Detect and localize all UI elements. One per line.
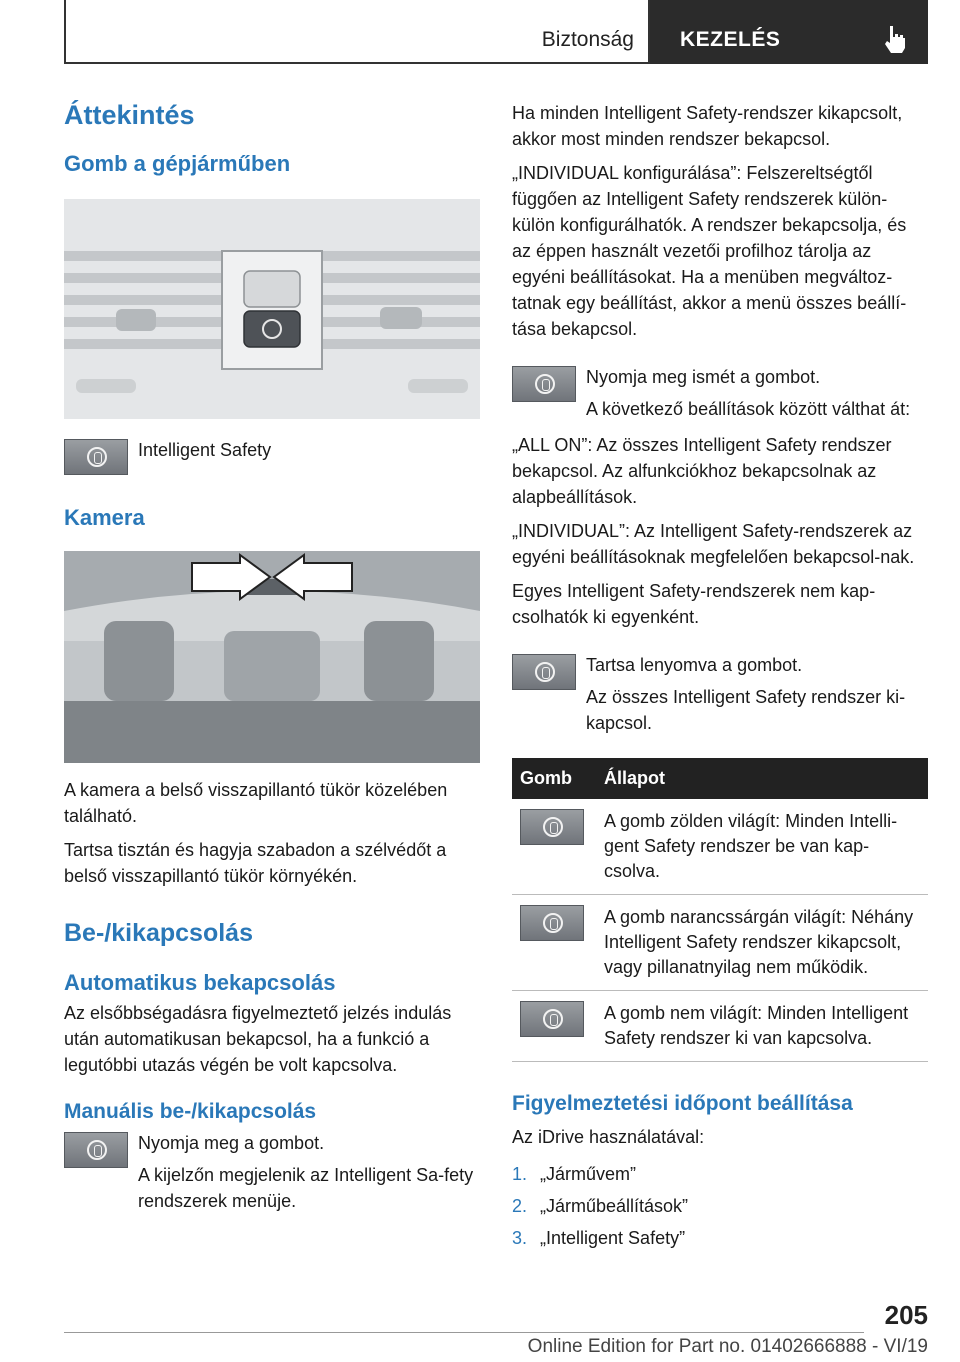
all-on-text: Ha minden Intelligent Safety-rendszer kikapcsolt, akkor most minden rendszer bekapcsol. — [512, 103, 903, 149]
overview-title: Áttekintés — [64, 100, 195, 130]
list-item: 3. „Intelligent Safety” — [512, 1228, 686, 1248]
right-column — [512, 100, 928, 1254]
status-text: A gomb zölden világít: Minden Intelli-gent Safety rendszer be van kap-csolva. — [596, 799, 928, 895]
not-individually-off-text: Egyes Intelligent Safety-rendszerek nem kap-csolhatók ki egyenként. — [512, 581, 876, 627]
button-off-icon — [520, 1001, 584, 1037]
manual-press-text: Nyomja meg a gombot. — [138, 1133, 325, 1153]
chapter-title: KEZELÉS — [680, 28, 781, 51]
idrive-text: Az iDrive használatával: — [512, 1127, 705, 1147]
camera-heading: Kamera — [64, 505, 145, 530]
button-green-icon — [520, 809, 584, 845]
auto-on-heading: Automatikus bekapcsolás — [64, 970, 336, 995]
manual-menu-text: A kijelzőn megjelenik az Intelligent Sa-fety rendszerek menüje. — [138, 1165, 474, 1211]
switch-settings-text: A következő beállítások között válthat át: — [586, 399, 911, 419]
auto-on-text: Az elsőbbségadásra figyelmeztető jelzés indulás után automatikusan bekapcsol, ha a funkció a legutóbbi utazás végén be volt kapcsolva. — [64, 1003, 452, 1075]
footer-divider — [64, 1332, 864, 1333]
hand-pointer-icon — [882, 24, 908, 54]
button-in-vehicle-heading: Gomb a gépjárműben — [64, 151, 291, 176]
camera-location-text: A kamera a belső visszapillantó tükör közelében található. — [64, 780, 448, 826]
header-section-box — [64, 0, 650, 64]
intelligent-safety-label: Intelligent Safety — [138, 440, 272, 460]
intelligent-safety-button-icon — [512, 366, 576, 402]
dashboard-button-photo — [64, 199, 480, 419]
table-header-button: Gomb — [512, 758, 596, 799]
warning-time-heading: Figyelmeztetési időpont beállítása — [512, 1092, 853, 1115]
on-off-heading: Be-/kikapcsolás — [64, 919, 253, 947]
button-orange-icon — [520, 905, 584, 941]
manual-press-row — [64, 1130, 480, 1214]
edition-text: Online Edition for Part no. 01402666888 - VI/19 — [527, 1336, 928, 1357]
table-row — [512, 895, 928, 991]
page-header — [64, 0, 928, 64]
camera-photo — [64, 551, 480, 763]
page-number: 205 — [884, 1300, 928, 1330]
manual-on-off-heading: Manuális be-/kikapcsolás — [64, 1100, 317, 1123]
status-text: A gomb narancssárgán világít: Néhány Intelligent Safety rendszer kikapcsolt, vagy pillanatnyilag nem működik. — [596, 895, 928, 991]
intelligent-safety-button-icon — [64, 439, 128, 475]
list-item: 2. „Járműbeállítások” — [512, 1196, 689, 1216]
table-row — [512, 991, 928, 1062]
car-interior-illustration — [64, 551, 480, 763]
intelligent-safety-button-icon — [64, 1132, 128, 1168]
left-column — [64, 100, 480, 1214]
table-header-status: Állapot — [596, 758, 928, 799]
chapter-tab — [650, 0, 928, 64]
individual-option-text: „INDIVIDUAL”: Az Intelligent Safety-rendszerek az egyéni beállításoknak megfelelően bekapcsol-nak. — [512, 521, 915, 567]
press-again-row — [512, 364, 928, 422]
hold-button-row — [512, 652, 928, 736]
camera-clean-text: Tartsa tisztán és hagyja szabadon a szélvédőt a belső visszapillantó tükör környékén. — [64, 840, 447, 886]
press-again-text: Nyomja meg ismét a gombot. — [586, 367, 821, 387]
status-text: A gomb nem világít: Minden Intelligent Safety rendszer ki van kapcsolva. — [596, 991, 928, 1062]
intelligent-safety-button-row — [64, 437, 480, 475]
table-row — [512, 799, 928, 895]
all-off-text: Az összes Intelligent Safety rendszer ki-kapcsol. — [586, 687, 906, 733]
button-status-table — [512, 758, 928, 1062]
idrive-steps — [512, 1158, 928, 1254]
air-vent-illustration — [64, 199, 480, 419]
hold-button-text: Tartsa lenyomva a gombot. — [586, 655, 803, 675]
intelligent-safety-button-icon — [512, 654, 576, 690]
list-item: 1. „Járművem” — [512, 1164, 637, 1184]
all-on-option-text: „ALL ON”: Az összes Intelligent Safety rendszer bekapcsol. Az alfunkciókhoz bekapcsolnak az alapbeállítások. — [512, 435, 892, 507]
individual-config-text: „INDIVIDUAL konfigurálása”: Felszereltségtől függően az Intelligent Safety rendszerek külön-külön konfigurálhatók. A rendszer bekapcsolja, és az éppen használt vezetői profilhoz tárolja az egyéni beállításokat. Ha a menüben megváltoz-tatnak egy beállítást, akkor a menü összes beállí-tása bekapcsol. — [512, 163, 907, 339]
section-title: Biztonság — [541, 28, 634, 51]
